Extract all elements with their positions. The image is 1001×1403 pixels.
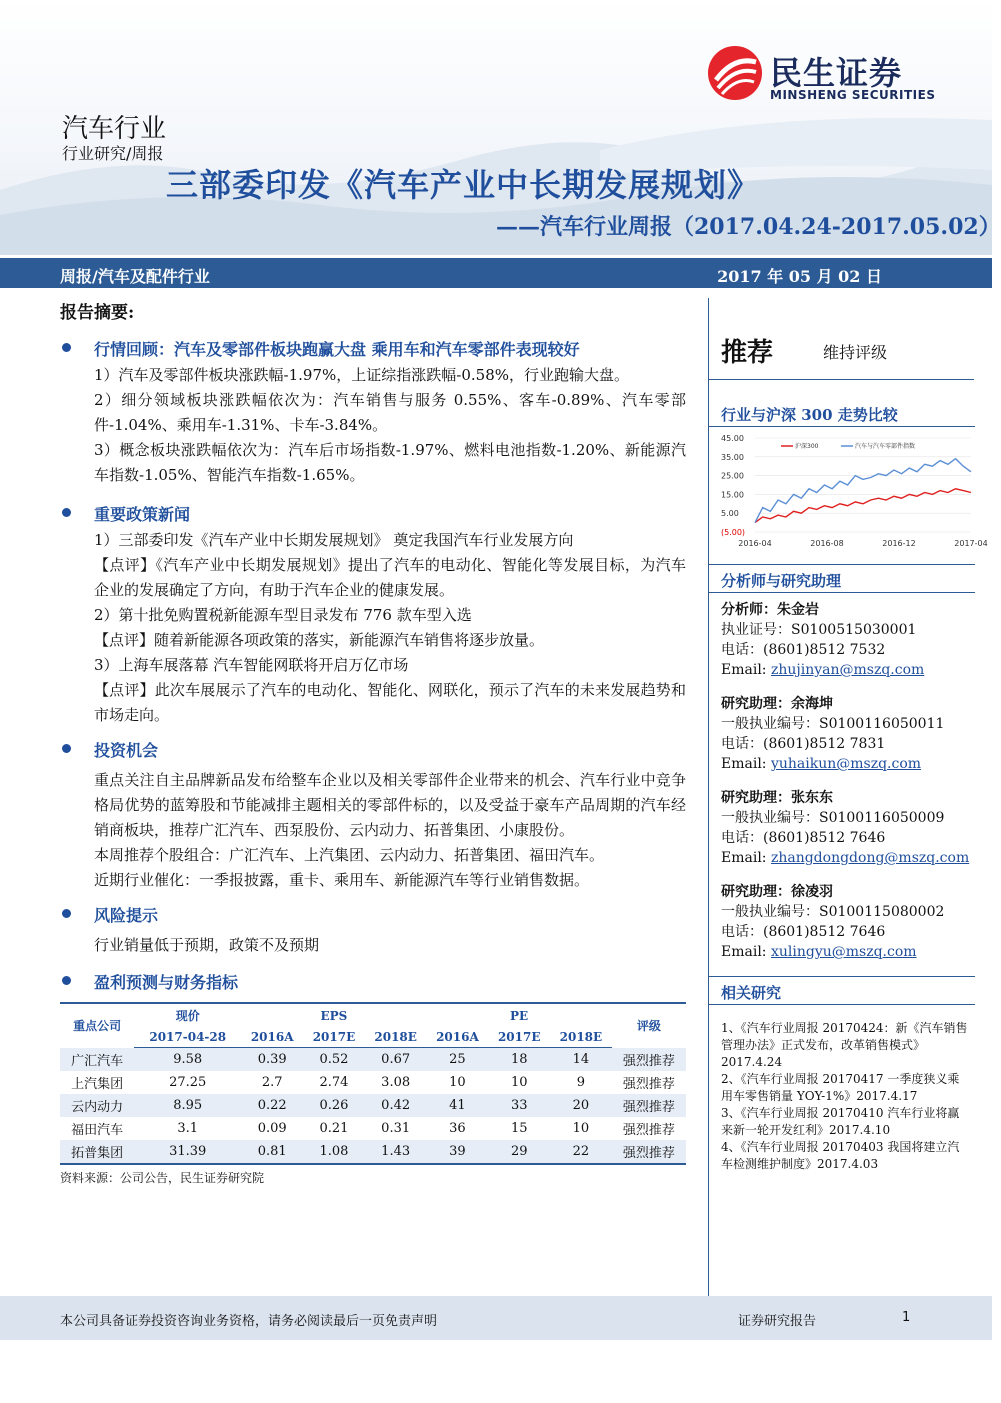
bullet-icon [62, 744, 71, 753]
category-bar [0, 258, 992, 288]
report-type: 行业研究/周报 [62, 144, 164, 163]
section-investment: 投资机会 [60, 738, 686, 764]
rating-note: 维持评级 [823, 343, 888, 362]
logo-text-cn: 民生证券 [770, 54, 903, 92]
chart-heading: 行业与沪深 300 走势比较 [721, 406, 898, 424]
table-cell: 强烈推荐 [622, 1122, 675, 1138]
table-cell: 广汇汽车 [60, 1048, 134, 1071]
table-cell: 0.22 [241, 1094, 303, 1117]
sidebar [708, 298, 988, 1298]
section-body: 重点关注自主品牌新品发布给整车企业以及相关零部件企业带来的机会、汽车行业中竞争格局优势的蓝筹股和节能减排主题相关的零部件标的，以及受益于豪车产品周期的汽车经销商板块，推荐广汇汽车、西泵股份、云内动力、拓普集团、小康股份。 本周推荐个股组合：广汇汽车、上汽集团、云内动力、拓普集团、福田汽车。 近期行业催化：一季报披露，重卡、乘用车、新能源汽车等行业销售数据。 [94, 771, 686, 889]
table-cell: 36 [449, 1120, 466, 1136]
report-header [0, 0, 1001, 255]
section-forecast: 盈利预测与财务指标 [60, 970, 686, 996]
email-link[interactable]: xulingyu@mszq.com [770, 944, 917, 960]
table-cell: 福田汽车 [71, 1122, 124, 1138]
table-header: 评级 [636, 1019, 661, 1034]
table-header: PE [510, 1008, 529, 1023]
analyst-card: 研究助理：徐凌羽 一般执业编号：S0100115080002 电话：(8601)8512 7646 Email: xulingyu@mszq.com [721, 884, 945, 960]
analyst-heading: 分析师与研究助理 [721, 572, 842, 590]
table-header: 2016A [426, 1027, 488, 1048]
table-cell: 2.74 [319, 1074, 349, 1090]
table-cell: 强烈推荐 [612, 1140, 686, 1164]
y-tick-label: 15.00 [721, 490, 744, 500]
table-header: 2017-04-28 [134, 1027, 241, 1048]
table-cell: 强烈推荐 [612, 1094, 686, 1117]
trend-chart [721, 432, 988, 556]
table-row [60, 1048, 686, 1071]
x-tick-label: 2016-12 [882, 539, 916, 548]
related-item[interactable]: 3、《汽车行业周报 20170410 汽车行业将赢来新一轮开发红利》2017.4.10 [721, 1106, 960, 1137]
related-heading: 相关研究 [721, 984, 782, 1002]
email-link[interactable]: zhangdongdong@mszq.com [770, 850, 970, 866]
table-cell: 9 [576, 1074, 586, 1090]
table-cell: 39 [426, 1140, 488, 1164]
disclaimer-note: 本公司具备证券投资咨询业务资格，请务必阅读最后一页免责声明 [60, 1314, 438, 1329]
section-body: 行业销量低于预期，政策不及预期 [94, 936, 320, 954]
section-policy-news: 重要政策新闻 [60, 502, 686, 528]
table-cell: 1.08 [303, 1140, 365, 1164]
table-cell: 9.58 [134, 1048, 241, 1071]
table-cell: 3.08 [381, 1074, 411, 1090]
table-cell: 0.31 [381, 1120, 411, 1136]
main-content [60, 298, 686, 1186]
table-header: EPS [320, 1008, 348, 1023]
table-cell: 上汽集团 [71, 1076, 124, 1092]
table-header: 2018E [550, 1027, 612, 1048]
y-tick-label: 5.00 [721, 509, 739, 519]
report-date: 2017 年 05 月 02 日 [717, 267, 882, 286]
table-cell: 强烈推荐 [612, 1048, 686, 1071]
email-link[interactable]: yuhaikun@mszq.com [770, 756, 922, 772]
report-title: 三部委印发《汽车产业中长期发展规划》 [166, 166, 761, 204]
logo-text-en: MINSHENG SECURITIES [770, 88, 936, 102]
analyst-list [721, 600, 975, 976]
table-cell: 18 [488, 1048, 550, 1071]
table-header: 现价 [175, 1009, 200, 1023]
table-header: 2017E [488, 1027, 550, 1048]
y-tick-label: 45.00 [721, 434, 744, 443]
table-cell: 41 [426, 1094, 488, 1117]
related-item[interactable]: 4、《汽车行业周报 20170403 我国将建立汽车检测维护制度》2017.4.03 [721, 1140, 960, 1171]
rating-box [709, 298, 974, 380]
table-cell: 0.39 [241, 1048, 303, 1071]
table-cell: 0.67 [365, 1048, 427, 1071]
table-cell: 29 [488, 1140, 550, 1164]
related-list [721, 1020, 971, 1173]
table-row [60, 1117, 686, 1140]
table-cell: 8.95 [134, 1094, 241, 1117]
x-tick-label: 2016-04 [738, 539, 772, 548]
footer-label: 证券研究报告 [738, 1314, 817, 1329]
table-source: 资料来源：公司公告，民生证券研究院 [60, 1170, 265, 1185]
table-cell: 1.43 [365, 1140, 427, 1164]
table-body [60, 1048, 686, 1164]
divider [709, 564, 975, 565]
table-cell: 22 [550, 1140, 612, 1164]
table-cell: 0.42 [365, 1094, 427, 1117]
table-cell: 0.52 [303, 1048, 365, 1071]
x-tick-label: 2016-08 [810, 539, 844, 548]
industry-label: 汽车行业 [62, 114, 167, 144]
divider [709, 426, 975, 427]
table-cell: 0.26 [303, 1094, 365, 1117]
table-cell: 0.09 [257, 1120, 287, 1136]
section-risk: 风险提示 [60, 903, 686, 929]
email-link[interactable]: zhujinyan@mszq.com [770, 662, 925, 678]
table-cell: 3.1 [177, 1120, 199, 1136]
report-subtitle: ——汽车行业周报（2017.04.24-2017.05.02） [496, 214, 1001, 240]
table-cell: 25 [426, 1048, 488, 1071]
logo-emblem-icon [706, 44, 764, 102]
page-footer [0, 1296, 992, 1340]
y-tick-label: (5.00) [721, 528, 746, 537]
table-row [60, 1094, 686, 1117]
table-cell: 20 [550, 1094, 612, 1117]
table-cell: 2.7 [261, 1074, 283, 1090]
table-cell: 强烈推荐 [622, 1076, 675, 1092]
table-cell: 15 [510, 1120, 528, 1136]
legend-label: 沪深300 [795, 443, 819, 450]
table-row [60, 1140, 686, 1164]
page-number: 1 [902, 1310, 911, 1325]
financial-table [60, 1002, 686, 1165]
section-market-review: 行情回顾：汽车及零部件板块跑赢大盘 乘用车和汽车零部件表现较好 [60, 337, 686, 363]
series-line [755, 489, 971, 523]
summary-heading: 报告摘要: [60, 303, 135, 323]
analyst-card: 研究助理：余海坤 一般执业编号：S0100116050011 电话：(8601)8512 7831 Email: yuhaikun@mszq.com [721, 696, 945, 772]
table-header: 2016A [241, 1027, 303, 1048]
section-body: 1）汽车及零部件板块涨跌幅-1.97%，上证综指涨跌幅-0.58%，行业跑输大盘。 2）细分领域板块涨跌幅依次为：汽车销售与服务 0.55%、客车-0.89%、汽车零部件-1.04%、乘用车-1.31%、卡车-3.84%。 3）概念板块涨跌幅依次为：汽车后市场指数-1.97%、燃料电池指数-1.20%、新能源汽车指数-1.05%、智能汽车指数-1.65%。 [94, 366, 686, 484]
table-cell: 10 [572, 1120, 590, 1136]
table-cell: 0.21 [319, 1120, 349, 1136]
table-cell: 云内动力 [60, 1094, 134, 1117]
table-header: 重点公司 [73, 1019, 122, 1034]
table-cell: 33 [488, 1094, 550, 1117]
bullet-icon [62, 909, 71, 918]
analyst-card: 研究助理：张东东 一般执业编号：S0100116050009 电话：(8601)8512 7646 Email: zhangdongdong@mszq.com [721, 790, 970, 866]
x-tick-label: 2017-04 [954, 539, 988, 548]
y-tick-label: 25.00 [721, 471, 744, 481]
table-cell: 0.81 [241, 1140, 303, 1164]
analyst-card: 分析师：朱金岩 执业证号：S0100515030001 电话：(8601)8512 7532 Email: zhujinyan@mszq.com [721, 602, 925, 678]
divider [709, 1004, 975, 1005]
rating: 推荐 [721, 338, 774, 368]
table-cell: 14 [550, 1048, 612, 1071]
related-item[interactable]: 2、《汽车行业周报 20170417 一季度狭义乘用车零售销量 YOY-1%》2017.4.17 [721, 1072, 960, 1103]
table-cell: 拓普集团 [60, 1140, 134, 1164]
bullet-icon [62, 343, 71, 352]
table-cell: 31.39 [134, 1140, 241, 1164]
table-cell: 27.25 [169, 1074, 207, 1090]
table-header: 2018E [365, 1027, 427, 1048]
company-logo [706, 44, 946, 114]
table-header: 2017E [303, 1027, 365, 1048]
table-row [60, 1071, 686, 1094]
category-label: 周报/汽车及配件行业 [60, 267, 210, 286]
table-cell: 10 [449, 1074, 466, 1090]
y-tick-label: 35.00 [721, 452, 744, 462]
bullet-icon [62, 976, 71, 985]
table-cell: 10 [510, 1074, 528, 1090]
divider [709, 592, 975, 593]
related-item[interactable]: 1、《汽车行业周报 20170424：新《汽车销售管理办法》正式发布，改革销售模式》2017.4.24 [721, 1021, 968, 1069]
section-body: 1）三部委印发《汽车产业中长期发展规划》 奠定我国汽车行业发展方向 【点评】《汽车产业中长期发展规划》提出了汽车的电动化、智能化等发展目标，为汽车企业的发展确定了方向，有助于汽车企业的健康发展。 2）第十批免购置税新能源车型目录发布 776 款车型入选 【点评】随着新能源各项政策的落实，新能源汽车销售将逐步放量。 3）上海车展落幕 汽车智能网联将开启万亿市场 【点评】此次车展展示了汽车的电动化、智能化、网联化，预示了汽车的未来发展趋势和市场走向。 [94, 531, 686, 724]
legend-label: 汽车与汽车零部件指数 [855, 443, 916, 450]
divider [709, 976, 975, 977]
bullet-icon [62, 508, 71, 517]
